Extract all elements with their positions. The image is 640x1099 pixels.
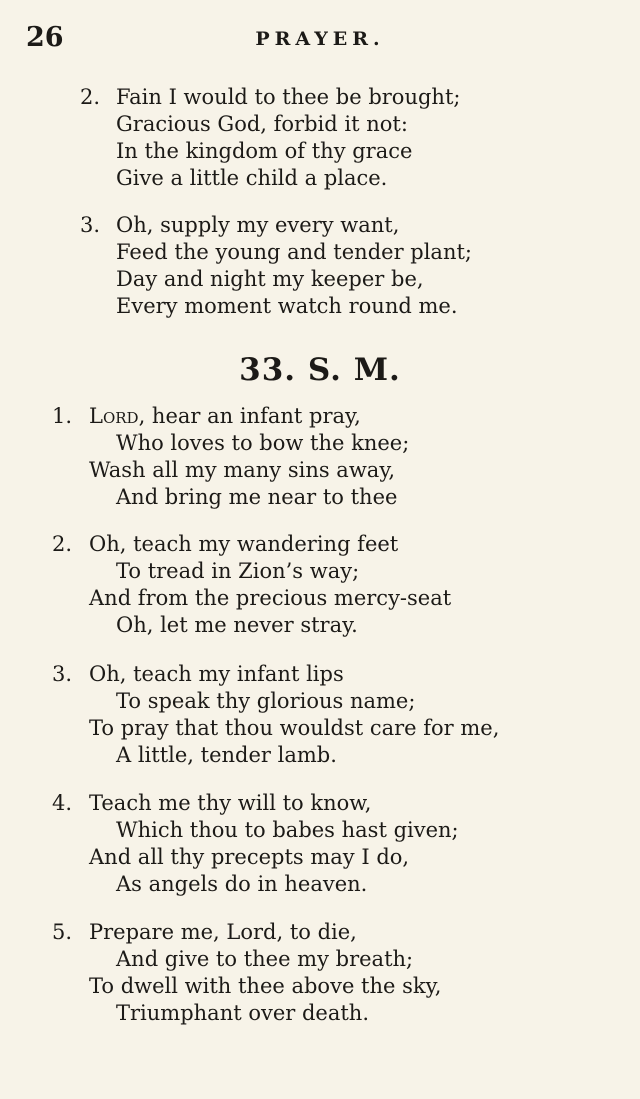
prev-hymn-verse-3 [0,212,640,320]
verse-line-text: Day and night my keeper be, [116,267,424,291]
first-word: Lord [89,404,139,428]
verse-line [0,919,640,946]
verse-line [0,585,640,612]
verse-line-text: Teach me thy will to know, [89,791,372,815]
hymn-verse-5 [0,919,640,1027]
verse-line [0,457,640,484]
prev-hymn-verse-2 [0,84,640,192]
verse-line [0,484,640,511]
verse-line [0,266,640,293]
verse-number: 4. [51,791,72,815]
verse-line-text: Oh, supply my every want, [116,213,400,237]
verse-line-text: To dwell with thee above the sky, [89,974,442,998]
verse-line-text: Gracious God, forbid it not: [116,112,408,136]
verse-line-text: And all thy precepts may I do, [89,845,410,869]
verse-line [0,790,640,817]
verse-line-text: And give to thee my breath; [116,947,414,971]
verse-line [0,973,640,1000]
verse-line [0,531,640,558]
verse-line [0,1000,640,1027]
verse-number: 2. [79,85,100,109]
verse-line-text: Who loves to bow the knee; [116,431,410,455]
verse-line [0,946,640,973]
verse-line [0,817,640,844]
verse-line-text: In the kingdom of thy grace [116,139,413,163]
verse-line [0,715,640,742]
verse-line [0,239,640,266]
verse-line-text: Which thou to babes hast given; [116,818,459,842]
verse-line-text: To tread in Zion’s way; [116,559,360,583]
hymn-heading: 33. S. M. [239,352,401,388]
verse-line-text: Fain I would to thee be brought; [116,85,461,109]
verse-line-text: Oh, teach my infant lips [89,662,344,686]
verse-line [0,558,640,585]
verse-number: 5. [51,920,72,944]
verse-line-text: To speak thy glorious name; [116,689,416,713]
verse-line [0,742,640,769]
verse-number: 3. [51,662,72,686]
page-header [0,22,640,54]
verse-line-text: Give a little child a place. [116,166,388,190]
verse-line-text: Triumphant over death. [116,1001,370,1025]
verse-line-text [89,403,361,430]
verse-line [0,871,640,898]
page-number: 26 [26,22,64,53]
verse-line [0,212,640,239]
verse-line-text: And from the precious mercy-seat [89,586,452,610]
verse-line [0,688,640,715]
verse-number: 1. [51,404,72,428]
hymn-verse-3 [0,661,640,769]
verse-line [0,293,640,320]
verse-line-rest: , hear an infant pray, [138,404,361,428]
verse-line [0,403,640,430]
verse-line-text: Every moment watch round me. [116,294,458,318]
verse-number: 3. [79,213,100,237]
hymn-verse-1 [0,403,640,511]
verse-line-text: Wash all my many sins away, [89,458,396,482]
verse-line [0,612,640,639]
verse-line [0,111,640,138]
verse-line [0,661,640,688]
running-title: PRAYER. [255,28,385,50]
verse-line [0,138,640,165]
verse-line [0,165,640,192]
verse-line-text: Feed the young and tender plant; [116,240,472,264]
verse-line [0,84,640,111]
verse-line-text: As angels do in heaven. [116,872,368,896]
verse-line-text: A little, tender lamb. [116,743,337,767]
verse-line-text: Oh, teach my wandering feet [89,532,399,556]
hymn-verse-2 [0,531,640,639]
verse-line [0,844,640,871]
verse-number: 2. [51,532,72,556]
hymn-verse-4 [0,790,640,898]
verse-line [0,430,640,457]
verse-line-text: To pray that thou wouldst care for me, [89,716,500,740]
verse-line-text: And bring me near to thee [116,485,398,509]
verse-line-text: Oh, let me never stray. [116,613,358,637]
verse-line-text: Prepare me, Lord, to die, [89,920,357,944]
